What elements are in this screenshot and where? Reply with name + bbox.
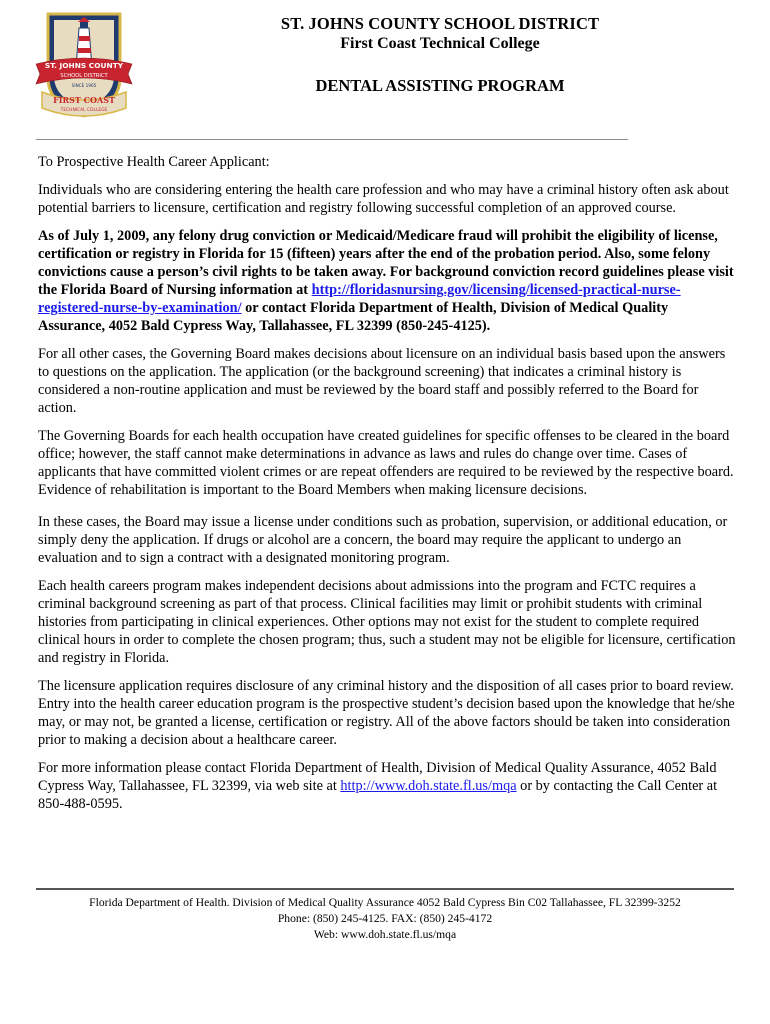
paragraph-felony-notice bbox=[38, 227, 736, 335]
salutation: To Prospective Health Career Applicant: bbox=[38, 154, 270, 170]
paragraph-intro: Individuals who are considering entering the health care profession and who may have a criminal history often ask about potential barriers to licensure, certification and registry following successful completion of an approved course. bbox=[38, 182, 729, 216]
footer bbox=[36, 895, 734, 943]
felony-notice-contact: or contact Florida Department of Health, Division of Medical Quality Assurance, 4052 Bald Cypress Way, Tallahassee, FL 32399 (850-245-4125). bbox=[38, 300, 669, 334]
paragraph-guidelines: The Governing Boards for each health occupation have created guidelines for specific offenses to be cleared in the board office; however, the staff cannot make determinations in advance as laws and rules do change over time. Cases of applicants that have committed violent crimes or are repeat offenders are required to be reviewed by the respective board. Evidence of rehabilitation is important to the Board Members when making licensure decisions. bbox=[38, 428, 734, 498]
logo-since: SINCE 1965 bbox=[71, 83, 97, 88]
footer-phone: Phone: (850) 245-4125. FAX: (850) 245-4172 bbox=[277, 912, 493, 925]
footer-address: Florida Department of Health. Division of Medical Quality Assurance 4052 Bald Cypress Bin C02 Tallahassee, FL 32399-3252 bbox=[89, 896, 681, 909]
footer-divider bbox=[36, 888, 734, 890]
more-info-text: For more information please contact Florida Department of Health, Division of Medical Quality Assurance, 4052 Bald Cypress Way, Tallahassee, FL 32399, via web site at bbox=[38, 760, 717, 794]
doh-mqa-link[interactable]: http://www.doh.state.fl.us/mqa bbox=[340, 778, 517, 794]
more-info-call-center: or by contacting the Call Center at 850-488-0595. bbox=[38, 778, 718, 812]
header-divider bbox=[36, 139, 628, 140]
paragraph-disclosure: The licensure application requires disclosure of any criminal history and the disposition of all cases prior to board review. Entry into the health career education program is the prospective student’s decision based upon the knowledge that he/she may, or may not, be granted a license, certification or registry. All of the above factors should be taken into consideration prior to making a decision about a healthcare career. bbox=[38, 678, 735, 748]
paragraph-admissions: Each health careers program makes independent decisions about admissions into the program and FCTC requires a criminal background screening as part of that process. Clinical facilities may limit or prohibit students with criminal histories from participating in clinical experiences. Other options may not exist for the student to complete required clinical hours in order to complete the chosen program; thus, such a student may not be eligible for licensure, certification and registry in Florida. bbox=[38, 578, 736, 666]
paragraph-governing-board: For all other cases, the Governing Board makes decisions about licensure on an individual basis based upon the answers to questions on the application. The application (or the background screening) that indicates a criminal history is considered a non-routine application and must be reviewed by the board staff and possibly referred to the Board for action. bbox=[38, 346, 726, 416]
paragraph-more-info bbox=[38, 759, 736, 813]
letterhead bbox=[210, 14, 670, 96]
district-name: ST. JOHNS COUNTY SCHOOL DISTRICT bbox=[280, 14, 600, 33]
logo-banner-top: ST. JOHNS COUNTY bbox=[44, 61, 124, 70]
logo-banner-sub: SCHOOL DISTRICT bbox=[60, 73, 108, 79]
footer-web: Web: www.doh.state.fl.us/mqa bbox=[313, 928, 457, 941]
logo-bottom-line2: TECHNICAL COLLEGE bbox=[60, 108, 108, 113]
letter-body bbox=[38, 153, 736, 823]
felony-notice-text: As of July 1, 2009, any felony drug conviction or Medicaid/Medicare fraud will prohibit the eligibility of license, certification or registry in Florida for 15 (fifteen) years after the end of the probation period. Also, some felony convictions cause a person’s civil rights to be taken away. For background conviction record guidelines please visit the Florida Board of Nursing information at bbox=[38, 228, 734, 298]
paragraph-conditions: In these cases, the Board may issue a license under conditions such as probation, supervision, or additional education, or simply deny the application. If drugs or alcohol are a concern, the board may require the applicant to undergo an evaluation and to sign a contract with a designated monitoring program. bbox=[38, 514, 728, 566]
college-name: First Coast Technical College bbox=[340, 35, 540, 52]
board-of-nursing-link[interactable]: http://floridasnursing.gov/licensing/licensed-practical-nurse-registered-nurse-by-examination/ bbox=[38, 282, 681, 316]
school-district-logo bbox=[34, 8, 134, 120]
program-title: DENTAL ASSISTING PROGRAM bbox=[315, 76, 565, 95]
logo-bottom-line1: FIRST COAST bbox=[53, 95, 115, 105]
